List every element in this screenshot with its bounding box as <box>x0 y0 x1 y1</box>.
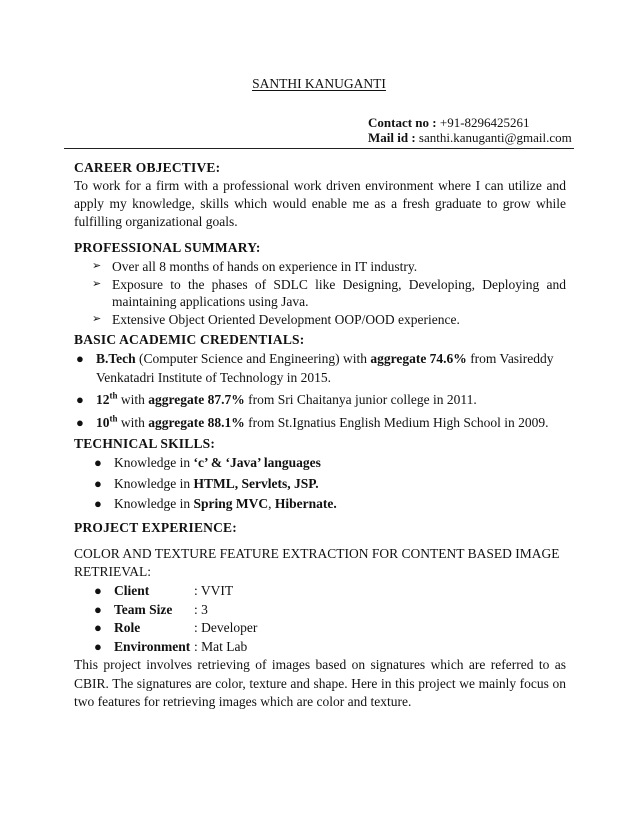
list-item <box>74 350 566 387</box>
aggregate-value: aggregate 88.1% <box>148 414 245 430</box>
dot-bullet-icon: ● <box>94 496 102 511</box>
skill-separator: , <box>268 496 275 511</box>
project-title: COLOR AND TEXTURE FEATURE EXTRACTION FOR CONTENT BASED IMAGE RETRIEVAL: <box>74 546 560 579</box>
list-item <box>74 475 566 494</box>
professional-summary-heading: PROFESSIONAL SUMMARY: <box>74 240 261 255</box>
list-item <box>74 582 566 601</box>
list-item <box>74 495 566 514</box>
list-item <box>74 391 566 410</box>
list-item <box>74 258 566 276</box>
degree-name: B.Tech <box>96 351 136 366</box>
list-item <box>74 311 566 329</box>
field-value: : Mat Lab <box>194 638 248 654</box>
field-label: Client <box>114 583 150 598</box>
aggregate-value: aggregate 74.6% <box>370 351 467 366</box>
technical-skills-section <box>74 436 566 514</box>
candidate-name: SANTHI KANUGANTI <box>252 76 386 91</box>
ordinal-suffix: th <box>109 390 118 401</box>
list-item <box>74 638 566 657</box>
field-label: Team Size <box>114 601 173 617</box>
list-item <box>74 276 566 311</box>
summary-item-text: Over all 8 months of hands on experience in IT industry. <box>112 259 418 274</box>
dot-bullet-icon: ● <box>76 414 84 430</box>
dot-bullet-icon: ● <box>94 601 102 617</box>
mail-label: Mail id : <box>368 130 416 145</box>
field-value: : VVIT <box>194 583 234 598</box>
arrow-bullet-icon: ➢ <box>92 277 102 290</box>
project-experience-section <box>74 520 566 712</box>
dot-bullet-icon: ● <box>94 455 102 470</box>
dot-bullet-icon: ● <box>94 620 102 635</box>
degree-name: 12 <box>96 392 110 407</box>
skill-name: Spring MVC <box>193 496 269 511</box>
skill-name: Hibernate. <box>274 496 337 511</box>
dot-bullet-icon: ● <box>76 392 84 407</box>
degree-text: with <box>117 392 149 407</box>
contact-label: Contact no : <box>368 115 437 130</box>
dot-bullet-icon: ● <box>76 351 84 366</box>
project-description: This project involves retrieving of images based on signatures which are referred to as CBIR. The signatures are color, texture and shape. Here in this project we mainly focus on two features for retrieving images which are color and texture. <box>74 657 566 709</box>
degree-text: from Sri Chaitanya junior college in 2011. <box>244 392 477 407</box>
technical-skills-heading: TECHNICAL SKILLS: <box>74 436 216 451</box>
aggregate-value: aggregate 87.7% <box>148 392 245 407</box>
degree-text: with <box>117 414 149 430</box>
professional-summary-section <box>74 240 566 328</box>
skills-list <box>74 454 566 514</box>
degree-text: from St.Ignatius English Medium High School in 2009. <box>244 414 549 430</box>
career-objective-text: To work for a firm with a professional work driven environment where I can utilize and apply my knowledge, skills which would enable me as a fresh graduate to grow while fulfilling organizational goals. <box>74 178 566 229</box>
summary-item-text: Exposure to the phases of SDLC like Designing, Developing, Deploying and maintaining applications using Java. <box>112 276 566 309</box>
skill-text: Knowledge in <box>114 455 194 470</box>
arrow-bullet-icon: ➢ <box>92 312 102 325</box>
project-fields <box>74 582 566 656</box>
list-item <box>74 601 566 620</box>
skill-text: Knowledge in <box>114 475 194 491</box>
skill-text: Knowledge in <box>114 496 194 511</box>
header-divider <box>64 148 574 149</box>
dot-bullet-icon: ● <box>94 475 102 491</box>
dot-bullet-icon: ● <box>94 638 102 654</box>
ordinal-suffix: th <box>109 413 118 423</box>
career-objective-heading: CAREER OBJECTIVE: <box>74 160 221 175</box>
academic-list <box>74 350 566 432</box>
mail-value: santhi.kanuganti@gmail.com <box>418 130 572 145</box>
summary-item-text: Extensive Object Oriented Development OOP/OOD experience. <box>112 311 460 327</box>
contact-line <box>368 115 572 130</box>
skill-name: ‘c’ & ‘Java’ languages <box>193 455 321 470</box>
degree-text: from Vasireddy Venkatadri Institute of Technology in 2015. <box>96 351 554 385</box>
field-value: : Developer <box>194 620 258 635</box>
contact-block <box>368 115 572 145</box>
summary-list <box>74 258 566 328</box>
list-item <box>74 619 566 638</box>
academic-section <box>74 332 566 432</box>
skill-name: HTML, Servlets, JSP. <box>193 475 319 491</box>
arrow-bullet-icon: ➢ <box>92 260 102 272</box>
list-item <box>74 414 566 433</box>
mail-line <box>368 130 572 145</box>
field-value: : 3 <box>194 601 208 617</box>
field-label: Environment <box>114 638 191 654</box>
list-item <box>74 454 566 473</box>
project-experience-heading: PROJECT EXPERIENCE: <box>74 520 237 535</box>
career-objective-section <box>74 160 566 231</box>
academic-heading: BASIC ACADEMIC CREDENTIALS: <box>74 332 305 347</box>
contact-value: +91-8296425261 <box>439 115 530 130</box>
field-label: Role <box>114 620 141 635</box>
degree-text: (Computer Science and Engineering) with <box>135 351 371 366</box>
dot-bullet-icon: ● <box>94 583 102 598</box>
degree-name: 10 <box>96 414 110 430</box>
